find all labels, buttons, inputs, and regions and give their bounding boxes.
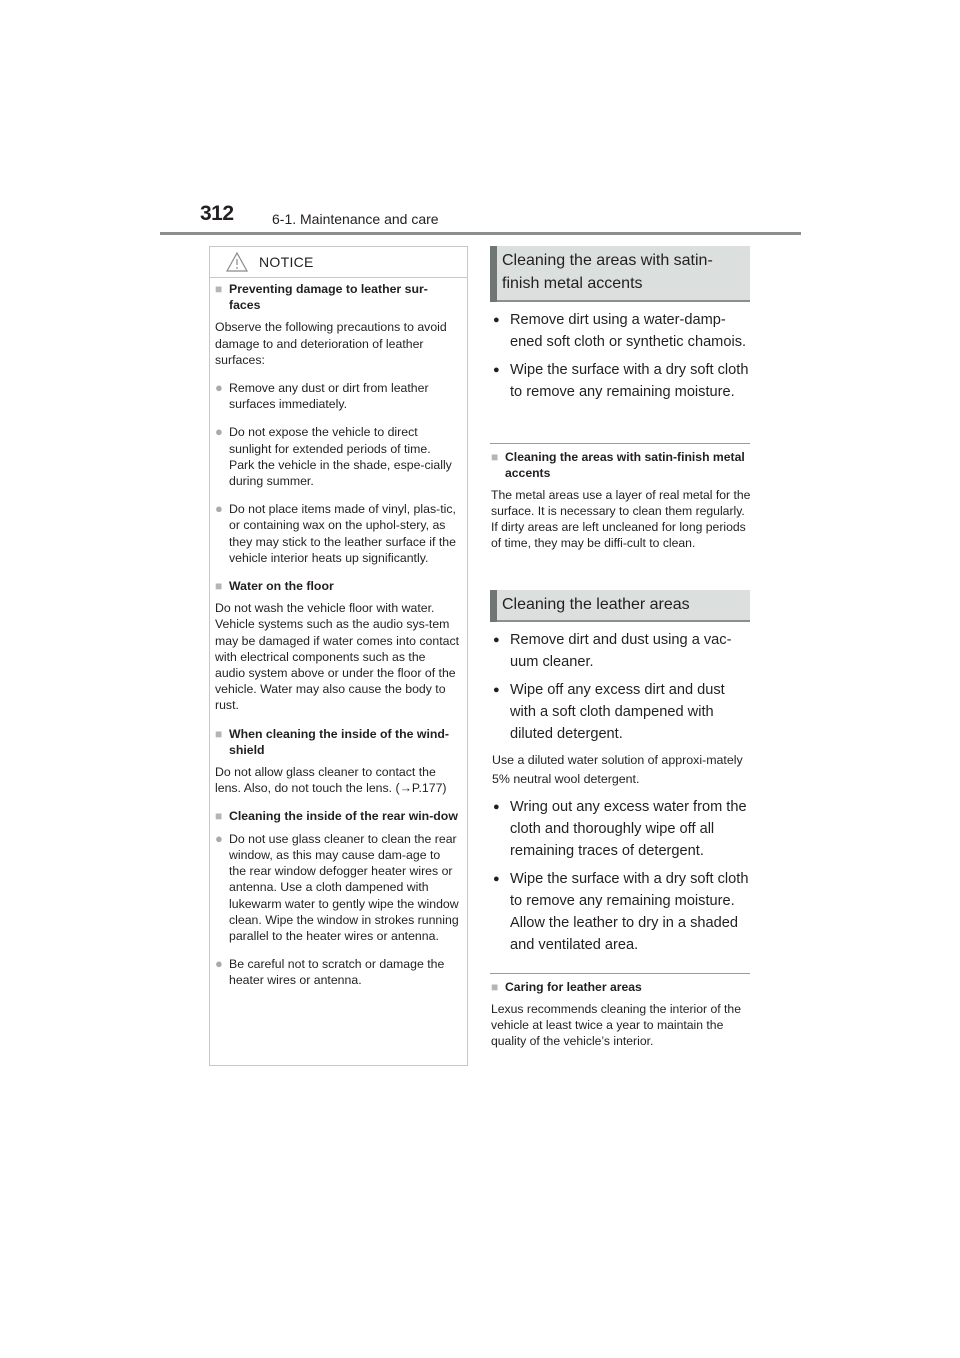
notice-heading-leather: ■ Preventing damage to leather sur-faces bbox=[215, 282, 428, 313]
heading-leather: Cleaning the leather areas bbox=[490, 590, 750, 622]
notice-heading-windshield: ■ When cleaning the inside of the wind-shield bbox=[215, 726, 449, 757]
square-bullet-icon: ■ bbox=[215, 579, 223, 594]
list-item: ● Wring out any excess water from the cloth and thoroughly wipe off all remaining traces of detergent. bbox=[493, 796, 753, 862]
dot-bullet-icon: ● bbox=[493, 801, 500, 813]
leather-bullets-b bbox=[493, 796, 753, 962]
notice-floor-text: Do not wash the vehicle floor with water. Vehicle systems such as the audio sys-tem may be damaged if water comes into contact with electrical components such as the audio system above or under the floor of the vehicle. Water may also cause the body to rust. bbox=[215, 601, 460, 713]
list-item: ● Wipe off any excess dirt and dust with a soft cloth dampened with diluted detergent. bbox=[493, 679, 753, 745]
dot-bullet-icon: ● bbox=[215, 501, 223, 517]
leather-bullets-a bbox=[493, 629, 753, 751]
list-item: ● Be careful not to scratch or damage the heater wires or antenna. bbox=[215, 956, 445, 988]
notice-header bbox=[210, 247, 467, 278]
notice-title: NOTICE bbox=[259, 254, 314, 270]
info-satin-text: The metal areas use a layer of real metal for the surface. It is necessary to clean them regularly. If dirty areas are left uncleaned for long periods of time, they may be diffi-cult to clean. bbox=[491, 488, 751, 550]
info-leather-text: Lexus recommends cleaning the interior of the vehicle at least twice a year to maintain the quality of the vehicle’s interior. bbox=[491, 1002, 741, 1048]
notice-heading-floor: ■ Water on the floor bbox=[215, 579, 334, 594]
dot-bullet-icon: ● bbox=[215, 424, 223, 440]
dot-bullet-icon: ● bbox=[493, 684, 500, 696]
dot-bullet-icon: ● bbox=[493, 873, 500, 885]
square-bullet-icon: ■ bbox=[215, 282, 223, 296]
list-item: ● Wipe the surface with a dry soft cloth to remove any remaining moisture. Allow the leather to dry in a shaded and ventilated area. bbox=[493, 868, 753, 956]
heading-satin-finish: Cleaning the areas with satin-finish metal accents bbox=[490, 246, 750, 302]
list-item: ● Remove any dust or dirt from leather surfaces immediately. bbox=[215, 380, 429, 412]
list-item: ● Remove dirt and dust using a vac-uum cleaner. bbox=[493, 629, 753, 673]
warning-triangle-icon bbox=[226, 252, 248, 272]
divider bbox=[490, 443, 750, 444]
dot-bullet-icon: ● bbox=[493, 364, 500, 376]
notice-windshield-text: Do not allow glass cleaner to contact the lens. Also, do not touch the lens. (→P.177) bbox=[215, 765, 447, 796]
dot-bullet-icon: ● bbox=[215, 830, 223, 846]
notice-box bbox=[209, 246, 468, 1066]
page-number: 312 bbox=[200, 202, 234, 225]
square-bullet-icon: ■ bbox=[215, 809, 223, 824]
info-leather bbox=[491, 979, 753, 1049]
square-bullet-icon: ■ bbox=[491, 450, 499, 464]
info-satin bbox=[491, 449, 753, 551]
dot-bullet-icon: ● bbox=[215, 380, 223, 396]
notice-heading-rear-window: ■ Cleaning the inside of the rear win-dow bbox=[215, 809, 458, 824]
square-bullet-icon: ■ bbox=[491, 980, 499, 994]
list-item: ● Do not expose the vehicle to direct sunlight for extended periods of time. Park the vehicle in the shade, espe-cially during summer. bbox=[215, 424, 452, 489]
notice-leather-intro: Observe the following precautions to avoid damage to and deterioration of leather surfaces: bbox=[215, 320, 447, 367]
info-leather-title: ■ Caring for leather areas bbox=[491, 980, 642, 994]
list-item: ● Remove dirt using a water-damp-ened soft cloth or synthetic chamois. bbox=[493, 309, 753, 353]
square-bullet-icon: ■ bbox=[215, 726, 223, 741]
divider bbox=[490, 973, 750, 974]
header-rule bbox=[160, 232, 801, 235]
list-item: ● Do not use glass cleaner to clean the rear window, as this may cause dam-age to the rear window defogger heater wires or antenna. Use a cloth dampened with lukewarm water to gently wipe the window clean. Wipe the window in strokes running parallel to the heater wires or antenna. bbox=[215, 830, 459, 943]
info-satin-title: ■ Cleaning the areas with satin-finish metal accents bbox=[491, 450, 745, 480]
detergent-note: Use a diluted water solution of approxi-mately 5% neutral wool detergent. bbox=[492, 753, 743, 786]
dot-bullet-icon: ● bbox=[493, 314, 500, 326]
dot-bullet-icon: ● bbox=[493, 634, 500, 646]
list-item: ● Do not place items made of vinyl, plas-tic, or containing wax on the uphol-stery, as they may stick to the leather surface if the vehicle interior heats up significantly. bbox=[215, 501, 456, 565]
section-title: 6-1. Maintenance and care bbox=[272, 211, 439, 227]
satin-bullets bbox=[493, 309, 753, 409]
dot-bullet-icon: ● bbox=[215, 956, 223, 972]
notice-body bbox=[215, 281, 459, 989]
list-item: ● Wipe the surface with a dry soft cloth to remove any remaining moisture. bbox=[493, 359, 753, 403]
